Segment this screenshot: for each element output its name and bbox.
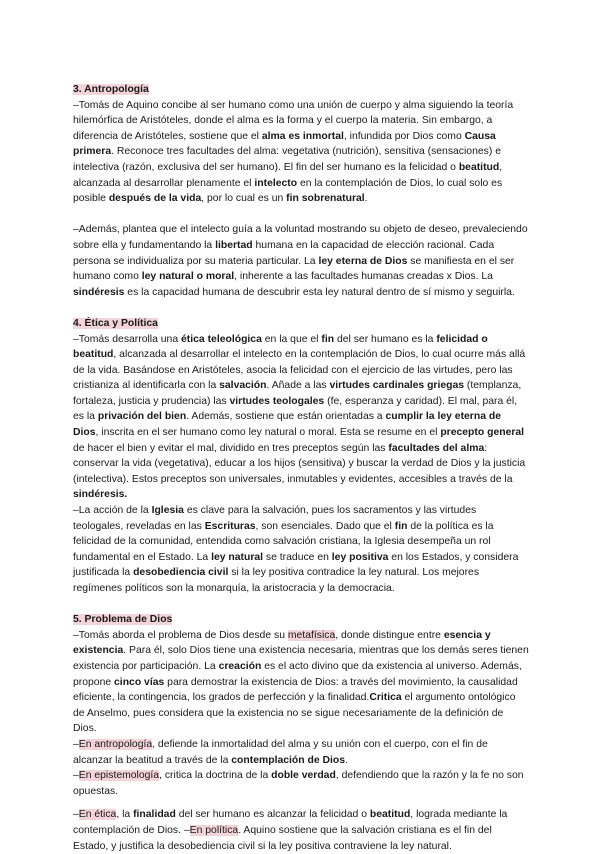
- text-run: , inherente a las facultades humanas creadas x Dios. La: [234, 271, 493, 283]
- bold-term: ley eterna de Dios: [318, 255, 408, 267]
- bold-term: beatitud: [369, 809, 411, 821]
- text-run: –La acción de la: [73, 505, 152, 517]
- bold-term: privación del bien: [97, 411, 187, 423]
- text-run: si la ley positiva contradice la ley natural. Los mejores regímenes políticos son la monarquía, la aristocracia y la democracia.: [73, 567, 480, 594]
- bold-term: libertad: [215, 239, 253, 251]
- text-run: , donde distingue entre: [335, 629, 444, 641]
- paragraph: [73, 628, 529, 737]
- highlighted-term: metafísica: [287, 629, 336, 641]
- paragraph: [73, 98, 529, 207]
- bold-term: beatitud: [458, 161, 500, 173]
- highlighted-term: En ética: [78, 809, 117, 821]
- bold-term: ética teleológica: [181, 333, 262, 345]
- text-run: . Para él, solo Dios tiene una existencia necesaria, mientras que los demás seres tienen existencia por participación. La: [73, 645, 529, 672]
- document-page: [73, 82, 529, 854]
- text-run: , inscrita en el ser humano como ley natural o moral. Esta se resume en el: [95, 427, 441, 439]
- text-run: , lograda mediante la contemplación de Dios. –: [73, 809, 508, 836]
- section-dios: [73, 612, 529, 854]
- paragraph: [73, 332, 529, 504]
- text-run: en la contemplación de Dios, lo cual solo es posible: [73, 177, 503, 205]
- section-title: 3. Antropología: [73, 84, 149, 95]
- text-run: de hacer el bien y evitar el mal, dividido en tres preceptos según las: [73, 442, 389, 454]
- bold-term: fin sobrenatural: [286, 193, 365, 205]
- bold-term: esencia y existencia: [73, 629, 491, 657]
- text-run: –Tomás desarrolla una: [73, 333, 182, 345]
- text-run: –: [73, 770, 79, 782]
- highlighted-term: En política: [189, 824, 239, 836]
- text-run: el argumento ontológico de Anselmo, pues considera que la existencia no se sigue necesariamente de la definición de Dios.: [73, 692, 516, 735]
- bold-term: sindéresis: [73, 286, 125, 298]
- text-run: del ser humano es alcanzar la felicidad o: [175, 809, 370, 821]
- bold-term: salvación: [219, 380, 267, 392]
- text-run: (templanza, fortaleza, justicia y prudencia) las: [73, 380, 522, 407]
- text-run: –Tomás de Aquino concibe al ser humano como una unión de cuerpo y alma siguiendo la teoría hilemórfica de Aristóteles, donde el alma es la forma y el cuerpo la materia. Sin embargo, a diferencia de Aristóteles, sostiene que el: [73, 99, 514, 142]
- text-run: . Aquino sostiene que la salvación cristiana es el fin del Estado, y justifica la desobediencia civil si la ley positiva contraviene la ley natural.: [73, 824, 492, 852]
- section-title: 4. Ética y Política: [73, 317, 158, 329]
- bold-term: intelecto: [254, 177, 298, 189]
- bold-term: ley natural o moral: [141, 271, 235, 283]
- text-run: , son esenciales. Dado que el: [255, 520, 395, 532]
- text-run: –Tomás aborda el problema de Dios desde su: [73, 629, 288, 641]
- bold-term: fin: [394, 520, 408, 532]
- text-run: en la que el: [261, 333, 322, 345]
- bold-term: ley positiva: [331, 551, 389, 563]
- bold-term: Iglesia: [151, 505, 184, 517]
- text-run: . Añade a las: [266, 380, 330, 392]
- bold-term: Escrituras: [204, 520, 256, 532]
- bold-term: virtudes teologales: [229, 395, 325, 407]
- bold-term: Causa primera: [73, 130, 496, 158]
- paragraph: [73, 807, 529, 854]
- text-run: –: [73, 809, 79, 821]
- text-run: , por lo cual es un: [201, 193, 287, 205]
- bold-term: creación: [218, 660, 262, 672]
- highlighted-term: En epistemología: [78, 770, 160, 782]
- bold-term: ley natural: [211, 551, 264, 563]
- text-run: : conservar la vida (vegetativa), educar a los hijos (sensitiva) y buscar la verdad de Dios y la justicia (intelectiva). Estos preceptos son universales, inmutables y evidentes, accesibles a través de la: [73, 442, 526, 485]
- bold-term: facultades del alma: [388, 442, 485, 454]
- bold-term: fin: [321, 333, 335, 345]
- bold-term: contemplación de Dios: [231, 754, 346, 766]
- text-run: humana en la capacidad de elección racional. Cada persona se individualiza por su materia particular. La: [73, 239, 495, 267]
- text-run: en los Estados, y considera justificada la: [73, 551, 519, 579]
- text-run: , la: [116, 809, 134, 821]
- text-run: .: [345, 754, 348, 766]
- bold-term: felicidad o beatitud: [73, 333, 488, 361]
- text-run: es clave para la salvación, pues los sacramentos y las virtudes teologales, reveladas en las: [73, 505, 477, 532]
- bold-term: alma es inmortal: [261, 130, 344, 142]
- text-run: (fe, esperanza y caridad). El mal, para él, es la: [73, 395, 518, 423]
- bold-term: doble verdad: [271, 770, 336, 782]
- text-run: , alcanzada al desarrollar el intelecto en la contemplación de Dios, lo cual ocurre más allá de la vida. Basándose en Aristóteles, asocia la felicidad con el ejercicio de las virtudes, pero las cristianiza al identificarla con la: [73, 349, 526, 392]
- text-run: es el acto divino que da existencia al universo. Además, propone: [73, 660, 522, 688]
- section-title: 5. Problema de Dios: [73, 614, 173, 626]
- text-run: , alcanzada al desarrollar plenamente el: [73, 161, 503, 189]
- paragraph: [73, 222, 529, 300]
- bold-term: sindéresis.: [73, 489, 128, 501]
- text-run: se manifiesta en el ser humano como: [73, 255, 515, 283]
- bold-term: cumplir la ley eterna de Dios: [73, 411, 501, 439]
- highlighted-term: En antropología: [78, 738, 153, 750]
- bold-term: cinco vías: [114, 676, 165, 688]
- text-run: . Reconoce tres facultades del alma: vegetativa (nutrición), sensitiva (sensaciones) e intelectiva (razón, exclusiva del ser humano). El fin del ser humano es la felicidad o: [73, 146, 501, 173]
- paragraph: [73, 768, 529, 799]
- section-etica: [73, 316, 529, 597]
- bold-term: precepto general: [440, 427, 525, 439]
- text-run: se traduce en: [263, 551, 332, 563]
- text-run: . Además, sostiene que están orientadas a: [186, 411, 386, 423]
- paragraph: [73, 737, 529, 768]
- text-run: –: [73, 738, 79, 750]
- section-antropologia: [73, 82, 529, 300]
- bold-term: Critica: [369, 692, 402, 704]
- text-run: .: [364, 193, 368, 205]
- bold-term: después de la vida: [108, 193, 202, 205]
- text-run: , critica la doctrina de la: [159, 770, 272, 782]
- text-run: de la política es la felicidad de la comunidad, entendida como salvación cristiana, la Iglesia desempeña un rol fundamental en el Estado. La: [73, 520, 494, 563]
- paragraph: [73, 503, 529, 597]
- text-run: para demostrar la existencia de Dios: a través del movimiento, la causalidad eficiente, la contingencia, los grados de perfección y la finalidad.: [73, 676, 518, 704]
- text-run: , defiende la inmortalidad del alma y su unión con el cuerpo, con el fin de alcanzar la beatitud a través de la: [73, 738, 488, 766]
- text-run: , defendiendo que la razón y la fe no son opuestas.: [73, 770, 524, 797]
- bold-term: desobediencia civil: [133, 567, 229, 579]
- text-run: es la capacidad humana de descubrir esta ley natural dentro de sí mismo y seguirla.: [124, 286, 515, 298]
- text-run: del ser humano es la: [334, 333, 437, 345]
- text-run: , infundida por Dios como: [343, 130, 465, 142]
- text-run: –Además, plantea que el intelecto guía a la voluntad mostrando su objeto de deseo, prevaleciendo sobre ella y fundamentando la: [73, 224, 528, 251]
- bold-term: virtudes cardinales griegas: [329, 380, 465, 392]
- bold-term: finalidad: [133, 809, 176, 821]
